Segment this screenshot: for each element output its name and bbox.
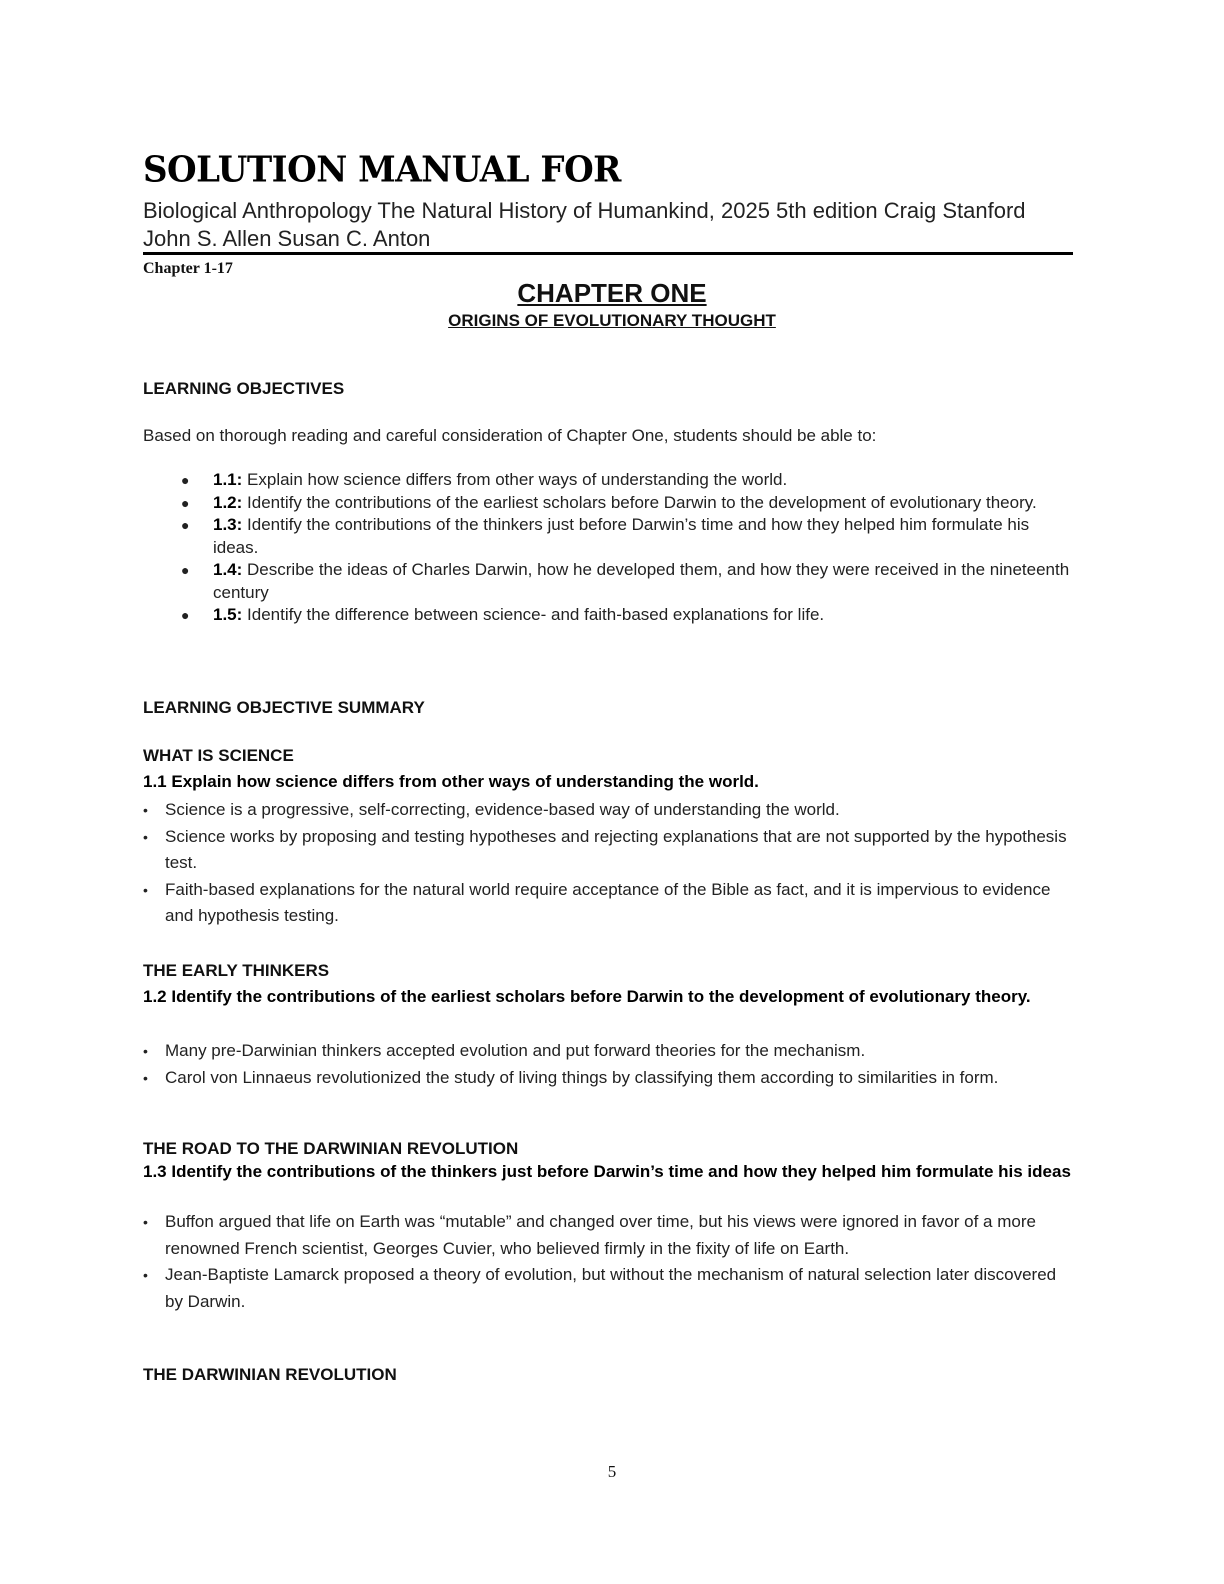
bullet-text: Science is a progressive, self-correcting, evidence-based way of understanding the world. (165, 800, 840, 819)
bullet-icon: • (143, 881, 148, 898)
section-heading-road-to-revolution: THE ROAD TO THE DARWINIAN REVOLUTION (143, 1139, 519, 1158)
objective-number: 1.1: (213, 470, 243, 489)
list-item (143, 1065, 1073, 1092)
bullet-icon: • (143, 1069, 148, 1086)
bullet-icon: • (143, 828, 148, 845)
bullet-text: Faith-based explanations for the natural world require acceptance of the Bible as fact, and it is impervious to evidence and hypothesis testing. (165, 879, 1051, 925)
objective-text: Identify the contributions of the earliest scholars before Darwin to the development of evolutionary theory. (242, 492, 1037, 512)
page-number: 5 (607, 1462, 617, 1481)
bullet-text: Buffon argued that life on Earth was “mutable” and changed over time, but his views were ignored in favor of a more renowned French scientist, Georges Cuvier, who believed firmly in the fixity of life on Earth. (165, 1212, 1036, 1258)
document-title: SOLUTION MANUAL FOR (143, 149, 621, 191)
learning-objectives-list (143, 469, 1073, 627)
list-item (143, 824, 1073, 877)
bullet-icon: • (143, 1043, 148, 1059)
section-bullets (143, 1038, 1073, 1091)
bullet-text: Many pre-Darwinian thinkers accepted evolution and put forward theories for the mechanism. (165, 1041, 866, 1060)
chapter-heading: CHAPTER ONE (517, 278, 707, 308)
list-item (143, 559, 1073, 604)
summary-heading: LEARNING OBJECTIVE SUMMARY (143, 698, 425, 717)
list-item (143, 877, 1073, 930)
objective-text: Identify the contributions of the thinkers just before Darwin’s time and how they helped him formulate his ideas. (213, 515, 1030, 557)
objective-number: 1.4: (213, 560, 243, 579)
list-item (143, 492, 1073, 515)
document-subtitle: Biological Anthropology The Natural History of Humankind, 2025 5th edition Craig Stanford John S. Allen Susan C. Anton (143, 198, 1026, 251)
list-item (143, 514, 1073, 559)
list-item (143, 469, 1073, 492)
list-item (143, 604, 1073, 627)
list-item (143, 1038, 1073, 1065)
bullet-icon: ● (181, 472, 190, 488)
bullet-icon: ● (181, 494, 190, 511)
header-divider (143, 252, 1073, 255)
objective-number: 1.5: (213, 605, 243, 624)
bullet-icon: • (143, 1267, 148, 1283)
objective-text: Explain how science differs from other ways of understanding the world. (242, 470, 788, 489)
section-objective: 1.1 Explain how science differs from other ways of understanding the world. (143, 772, 759, 791)
learning-objectives-intro: Based on thorough reading and careful consideration of Chapter One, students should be able to: (143, 426, 877, 445)
objective-text: Identify the difference between science- and faith-based explanations for life. (242, 605, 825, 624)
section-heading-darwinian-revolution: THE DARWINIAN REVOLUTION (143, 1365, 397, 1384)
section-objective: 1.3 Identify the contributions of the thinkers just before Darwin’s time and how they helped him formulate his ideas (143, 1162, 1071, 1181)
objective-number: 1.2: (213, 492, 243, 512)
bullet-icon: ● (181, 562, 190, 578)
list-item (143, 1209, 1073, 1262)
section-heading-what-is-science: WHAT IS SCIENCE (143, 746, 294, 765)
list-item (143, 1262, 1073, 1315)
bullet-icon: • (143, 802, 148, 818)
learning-objectives-heading: LEARNING OBJECTIVES (143, 379, 345, 398)
chapter-subheading: ORIGINS OF EVOLUTIONARY THOUGHT (448, 311, 776, 330)
objective-number: 1.3: (213, 515, 243, 534)
bullet-text: Jean-Baptiste Lamarck proposed a theory of evolution, but without the mechanism of natural selection later discovered by Darwin. (165, 1265, 1057, 1311)
section-heading-early-thinkers: THE EARLY THINKERS (143, 961, 330, 980)
bullet-icon: ● (181, 607, 190, 623)
bullet-icon: ● (181, 517, 190, 533)
section-objective: 1.2 Identify the contributions of the earliest scholars before Darwin to the development of evolutionary theory. (143, 987, 1031, 1006)
list-item (143, 797, 1073, 824)
bullet-icon: • (143, 1214, 148, 1230)
section-bullets (143, 1209, 1073, 1315)
chapter-range: Chapter 1-17 (143, 260, 233, 277)
section-bullets (143, 797, 1073, 930)
bullet-text: Carol von Linnaeus revolutionized the study of living things by classifying them according to similarities in form. (165, 1067, 999, 1087)
objective-text: Describe the ideas of Charles Darwin, how he developed them, and how they were received in the nineteenth century (213, 560, 1070, 602)
bullet-text: Science works by proposing and testing hypotheses and rejecting explanations that are not supported by the hypothesis test. (165, 826, 1067, 872)
